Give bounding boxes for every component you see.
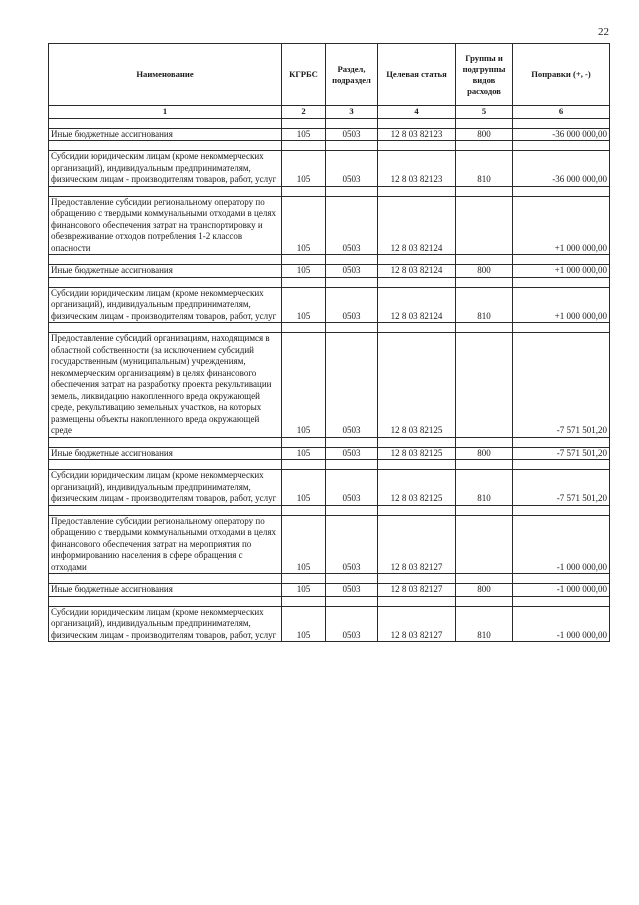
spacer-cell xyxy=(513,118,610,128)
row-section: 0503 xyxy=(326,196,378,255)
table-row xyxy=(49,151,610,187)
row-amount: -36 000 000,00 xyxy=(513,151,610,187)
column-number: 3 xyxy=(326,106,378,119)
spacer-cell xyxy=(456,574,513,584)
spacer-cell xyxy=(378,460,456,470)
row-name: Предоставление субсидии региональному оператору по обращению с твердыми коммунальными отходами в целях финансового обеспечения затрат на транспортировку и обезвреживание отходов потребления 1-2 классов опасности xyxy=(49,196,282,255)
spacer-cell xyxy=(326,141,378,151)
row-name: Предоставление субсидии региональному оператору по обращению с твердыми коммунальными отходами в целях финансового обеспечения затрат на мероприятия по информированию населения в сфере обращения с отходами xyxy=(49,515,282,574)
row-spacer xyxy=(49,323,610,333)
table-row xyxy=(49,196,610,255)
row-group: 810 xyxy=(456,151,513,187)
row-group: 800 xyxy=(456,265,513,278)
row-spacer xyxy=(49,460,610,470)
table-row xyxy=(49,584,610,597)
spacer-cell xyxy=(513,437,610,447)
row-section: 0503 xyxy=(326,515,378,574)
table-row xyxy=(49,128,610,141)
spacer-cell xyxy=(326,596,378,606)
row-kgrbs: 105 xyxy=(282,333,326,438)
row-group xyxy=(456,333,513,438)
row-name: Иные бюджетные ассигнования xyxy=(49,584,282,597)
table-body xyxy=(49,118,610,642)
column-number: 5 xyxy=(456,106,513,119)
column-number: 4 xyxy=(378,106,456,119)
row-section: 0503 xyxy=(326,128,378,141)
spacer-cell xyxy=(513,277,610,287)
spacer-cell xyxy=(49,323,282,333)
spacer-cell xyxy=(49,255,282,265)
table-row xyxy=(49,333,610,438)
row-amount: -1 000 000,00 xyxy=(513,515,610,574)
row-target: 12 8 03 82124 xyxy=(378,287,456,323)
spacer-cell xyxy=(282,437,326,447)
row-section: 0503 xyxy=(326,584,378,597)
table-row xyxy=(49,265,610,278)
spacer-cell xyxy=(49,460,282,470)
spacer-cell xyxy=(456,141,513,151)
spacer-cell xyxy=(326,460,378,470)
spacer-cell xyxy=(513,505,610,515)
spacer-cell xyxy=(282,596,326,606)
row-target: 12 8 03 82124 xyxy=(378,265,456,278)
row-name: Предоставление субсидий организациям, находящимся в областной собственности (за исключением субсидий государственным (муниципальным) учреждениям, некоммерческим организациям) в целях финансового обеспечения затрат на разработку проекта рекультивации земель, ликвидацию накопленного вреда окружающей среде, рекультивацию земельных участков, на которых размещены объекты накопленного вреда окружающей среде xyxy=(49,333,282,438)
row-section: 0503 xyxy=(326,151,378,187)
row-amount: -1 000 000,00 xyxy=(513,584,610,597)
spacer-cell xyxy=(282,186,326,196)
spacer-cell xyxy=(456,460,513,470)
column-number: 2 xyxy=(282,106,326,119)
row-group xyxy=(456,515,513,574)
spacer-cell xyxy=(49,118,282,128)
row-target: 12 8 03 82125 xyxy=(378,470,456,506)
row-kgrbs: 105 xyxy=(282,151,326,187)
row-target: 12 8 03 82125 xyxy=(378,333,456,438)
row-amount: -7 571 501,20 xyxy=(513,333,610,438)
spacer-cell xyxy=(282,255,326,265)
spacer-cell xyxy=(49,505,282,515)
row-kgrbs: 105 xyxy=(282,196,326,255)
table-row xyxy=(49,470,610,506)
spacer-cell xyxy=(326,277,378,287)
row-amount: -7 571 501,20 xyxy=(513,447,610,460)
row-kgrbs: 105 xyxy=(282,447,326,460)
spacer-cell xyxy=(378,186,456,196)
row-name: Субсидии юридическим лицам (кроме некоммерческих организаций), индивидуальным предпринимателям, физическим лицам - производителям товаров, работ, услуг xyxy=(49,151,282,187)
spacer-cell xyxy=(378,596,456,606)
row-name: Иные бюджетные ассигнования xyxy=(49,128,282,141)
spacer-cell xyxy=(326,574,378,584)
spacer-cell xyxy=(456,277,513,287)
spacer-cell xyxy=(282,141,326,151)
row-target: 12 8 03 82124 xyxy=(378,196,456,255)
table-row xyxy=(49,287,610,323)
row-target: 12 8 03 82123 xyxy=(378,151,456,187)
row-name: Субсидии юридическим лицам (кроме некоммерческих организаций), индивидуальным предпринимателям, физическим лицам - производителям товаров, работ, услуг xyxy=(49,606,282,642)
spacer-cell xyxy=(378,437,456,447)
spacer-cell xyxy=(49,596,282,606)
row-kgrbs: 105 xyxy=(282,265,326,278)
row-amount: +1 000 000,00 xyxy=(513,287,610,323)
spacer-cell xyxy=(326,118,378,128)
spacer-cell xyxy=(282,277,326,287)
spacer-cell xyxy=(378,277,456,287)
spacer-cell xyxy=(282,460,326,470)
spacer-cell xyxy=(456,437,513,447)
spacer-cell xyxy=(378,255,456,265)
row-spacer xyxy=(49,186,610,196)
spacer-cell xyxy=(49,277,282,287)
spacer-cell xyxy=(513,141,610,151)
spacer-cell xyxy=(456,596,513,606)
spacer-cell xyxy=(513,574,610,584)
row-target: 12 8 03 82127 xyxy=(378,606,456,642)
column-number-row xyxy=(49,106,610,119)
header-name: Наименование xyxy=(49,44,282,106)
row-section: 0503 xyxy=(326,606,378,642)
row-amount: -7 571 501,20 xyxy=(513,470,610,506)
spacer-cell xyxy=(282,505,326,515)
spacer-cell xyxy=(378,323,456,333)
row-kgrbs: 105 xyxy=(282,606,326,642)
spacer-cell xyxy=(456,118,513,128)
row-kgrbs: 105 xyxy=(282,287,326,323)
spacer-cell xyxy=(456,505,513,515)
page-number: 22 xyxy=(598,26,609,38)
row-group: 810 xyxy=(456,470,513,506)
row-kgrbs: 105 xyxy=(282,515,326,574)
spacer-cell xyxy=(326,255,378,265)
row-spacer xyxy=(49,574,610,584)
spacer-cell xyxy=(49,437,282,447)
spacer-cell xyxy=(378,574,456,584)
row-section: 0503 xyxy=(326,470,378,506)
header-amendment: Поправки (+, -) xyxy=(513,44,610,106)
row-section: 0503 xyxy=(326,447,378,460)
spacer-cell xyxy=(456,186,513,196)
header-group: Группы и подгруппы видов расходов xyxy=(456,44,513,106)
row-spacer xyxy=(49,437,610,447)
spacer-cell xyxy=(378,141,456,151)
header-section: Раздел, подраздел xyxy=(326,44,378,106)
row-name: Субсидии юридическим лицам (кроме некоммерческих организаций), индивидуальным предпринимателям, физическим лицам - производителям товаров, работ, услуг xyxy=(49,287,282,323)
spacer-cell xyxy=(326,186,378,196)
row-spacer xyxy=(49,596,610,606)
row-group xyxy=(456,196,513,255)
spacer-cell xyxy=(378,505,456,515)
spacer-cell xyxy=(49,186,282,196)
spacer-cell xyxy=(513,323,610,333)
row-kgrbs: 105 xyxy=(282,128,326,141)
row-spacer xyxy=(49,277,610,287)
row-kgrbs: 105 xyxy=(282,584,326,597)
column-number: 1 xyxy=(49,106,282,119)
row-target: 12 8 03 82123 xyxy=(378,128,456,141)
spacer-cell xyxy=(326,323,378,333)
row-kgrbs: 105 xyxy=(282,470,326,506)
row-group: 800 xyxy=(456,584,513,597)
spacer-cell xyxy=(513,460,610,470)
row-spacer xyxy=(49,118,610,128)
header-row xyxy=(49,44,610,106)
row-section: 0503 xyxy=(326,333,378,438)
spacer-cell xyxy=(456,255,513,265)
row-target: 12 8 03 82127 xyxy=(378,515,456,574)
spacer-cell xyxy=(456,323,513,333)
spacer-cell xyxy=(513,596,610,606)
spacer-cell xyxy=(282,323,326,333)
spacer-cell xyxy=(378,118,456,128)
spacer-cell xyxy=(513,186,610,196)
spacer-cell xyxy=(282,574,326,584)
row-name: Иные бюджетные ассигнования xyxy=(49,447,282,460)
budget-amendments-table xyxy=(48,43,610,642)
row-spacer xyxy=(49,505,610,515)
header-kgrbs: КГРБС xyxy=(282,44,326,106)
row-amount: -1 000 000,00 xyxy=(513,606,610,642)
spacer-cell xyxy=(326,437,378,447)
row-group: 800 xyxy=(456,447,513,460)
row-spacer xyxy=(49,255,610,265)
row-amount: -36 000 000,00 xyxy=(513,128,610,141)
row-target: 12 8 03 82127 xyxy=(378,584,456,597)
table-row xyxy=(49,447,610,460)
spacer-cell xyxy=(49,141,282,151)
row-section: 0503 xyxy=(326,265,378,278)
column-number: 6 xyxy=(513,106,610,119)
row-target: 12 8 03 82125 xyxy=(378,447,456,460)
row-group: 810 xyxy=(456,287,513,323)
table-row xyxy=(49,515,610,574)
row-spacer xyxy=(49,141,610,151)
row-name: Иные бюджетные ассигнования xyxy=(49,265,282,278)
table-row xyxy=(49,606,610,642)
spacer-cell xyxy=(326,505,378,515)
spacer-cell xyxy=(513,255,610,265)
row-section: 0503 xyxy=(326,287,378,323)
row-name: Субсидии юридическим лицам (кроме некоммерческих организаций), индивидуальным предпринимателям, физическим лицам - производителям товаров, работ, услуг xyxy=(49,470,282,506)
header-target: Целевая статья xyxy=(378,44,456,106)
row-amount: +1 000 000,00 xyxy=(513,196,610,255)
spacer-cell xyxy=(49,574,282,584)
row-amount: +1 000 000,00 xyxy=(513,265,610,278)
spacer-cell xyxy=(282,118,326,128)
row-group: 800 xyxy=(456,128,513,141)
row-group: 810 xyxy=(456,606,513,642)
